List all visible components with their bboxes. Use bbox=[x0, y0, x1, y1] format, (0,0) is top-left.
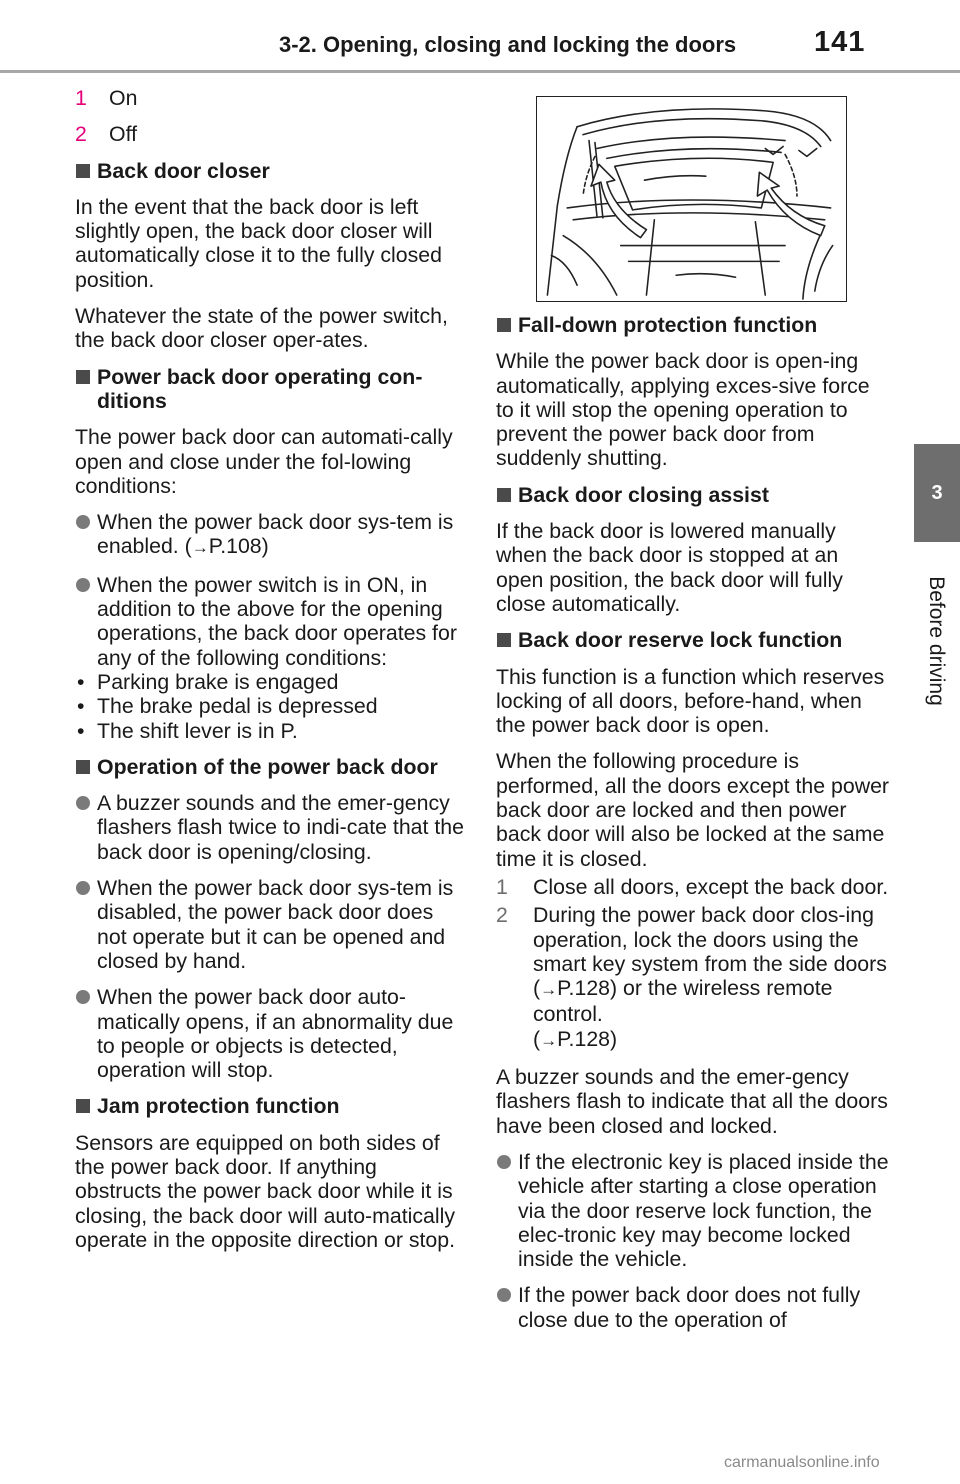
paragraph: If the back door is lowered manually when the back door is stopped at an open position, the back door will fully close automatically. bbox=[496, 519, 843, 616]
step-text: Close all doors, except the back door. bbox=[533, 874, 889, 899]
item-number: 2 bbox=[75, 122, 87, 147]
chapter-number: 3 bbox=[931, 481, 943, 504]
left-column bbox=[75, 86, 467, 1264]
list-item bbox=[75, 122, 467, 146]
arrow-icon: → bbox=[540, 980, 558, 1000]
step-item bbox=[496, 875, 891, 899]
paragraph: This function is a function which reserves locking of all doors, before-hand, when the power back door is open. bbox=[496, 664, 885, 738]
step-text: During the power back door clos-ing operation, lock the doors using the smart key system from the side doors (→P.128) or the wireless remote control. (→P.128) bbox=[533, 903, 887, 1051]
section-heading: Fall-down protection function bbox=[496, 313, 891, 337]
bullet-item: When the power back door sys-tem is disabled, the power back door does not operate but it can be opened and closed by hand. bbox=[75, 876, 467, 973]
bullet-item: A buzzer sounds and the emer-gency flashers flash twice to indi-cate that the back door is opening/closing. bbox=[75, 791, 467, 864]
bullet-item: When the power switch is in ON, in addition to the above for the opening operations, the back door operates for any of the following conditions: bbox=[75, 573, 467, 670]
item-number: 1 bbox=[75, 86, 87, 110]
header-divider bbox=[0, 70, 960, 73]
page-reference-link[interactable]: P.128) bbox=[557, 1026, 618, 1051]
bullet-text: When the power back door sys-tem is enabled. ( bbox=[97, 510, 454, 559]
paragraph: Sensors are equipped on both sides of the power back door. If anything obstructs the power back door while it is closing, the back door will auto-matically operate in the opposite direction or stop. bbox=[75, 1130, 456, 1252]
bullet-item: If the electronic key is placed inside the vehicle after starting a close operation via the door reserve lock function, the elec-tronic key may become locked inside the vehicle. bbox=[496, 1150, 891, 1271]
section-heading: Jam protection function bbox=[75, 1094, 467, 1118]
section-heading: Operation of the power back door bbox=[75, 755, 467, 779]
chapter-label-text: Before driving bbox=[925, 576, 948, 706]
section-title: 3-2. Opening, closing and locking the doors bbox=[279, 32, 737, 57]
item-text: Off bbox=[109, 122, 138, 147]
paragraph: When the following procedure is performed, all the doors except the power back door are locked and then power back door will also be locked at the same time it is closed. bbox=[496, 749, 890, 871]
back-door-illustration bbox=[536, 96, 847, 302]
section-heading: Back door closer bbox=[75, 159, 467, 183]
chapter-label bbox=[906, 562, 960, 720]
sub-list-item: • Parking brake is engaged bbox=[75, 670, 467, 694]
bullet-item: If the power back door does not fully close due to the operation of bbox=[496, 1283, 891, 1332]
sub-list-item: • The brake pedal is depressed bbox=[75, 694, 467, 718]
list-item bbox=[75, 86, 467, 110]
arrow-icon: → bbox=[191, 538, 209, 558]
watermark: carmanualsonline.info bbox=[724, 1454, 880, 1471]
paragraph: A buzzer sounds and the emer-gency flashers flash to indicate that all the doors have been closed and locked. bbox=[496, 1065, 888, 1138]
item-text: On bbox=[109, 86, 138, 110]
step-text-part: During the power back door clos-ing operation, lock the doors using the smart key system from the side doors ( bbox=[533, 903, 887, 1001]
bullet-item: When the power back door auto-matically opens, if an abnormality due to people or objects is detected, operation will stop. bbox=[75, 985, 467, 1082]
sub-list-item: • The shift lever is in P. bbox=[75, 719, 467, 743]
arrow-icon: → bbox=[540, 1030, 558, 1050]
step-number: 1 bbox=[496, 874, 508, 899]
section-heading: Back door reserve lock function bbox=[496, 628, 891, 652]
chapter-tab[interactable] bbox=[914, 444, 960, 542]
step-item bbox=[496, 903, 891, 1053]
section-heading: Back door closing assist bbox=[496, 483, 891, 507]
paragraph: The power back door can automati-cally open and close under the fol-lowing conditions: bbox=[75, 425, 453, 498]
section-heading: Power back door operating con-ditions bbox=[75, 365, 467, 414]
sub-list bbox=[75, 670, 467, 743]
step-number: 2 bbox=[496, 903, 508, 928]
page-number: 141 bbox=[814, 26, 866, 58]
page-reference-link[interactable]: P.108) bbox=[208, 534, 269, 559]
back-door-drawing bbox=[537, 97, 846, 301]
bullet-item bbox=[75, 510, 467, 561]
paragraph: While the power back door is open-ing automatically, applying exces-sive force to it will stop the opening operation to prevent the power back door from suddenly shutting. bbox=[496, 349, 870, 471]
page-reference-link[interactable]: P.128) or the wireless remote control. bbox=[533, 976, 833, 1027]
right-column bbox=[496, 313, 891, 1344]
paragraph: Whatever the state of the power switch, the back door closer oper-ates. bbox=[75, 304, 448, 353]
paragraph: In the event that the back door is left slightly open, the back door closer will automatically close it to the fully closed position. bbox=[75, 194, 442, 292]
